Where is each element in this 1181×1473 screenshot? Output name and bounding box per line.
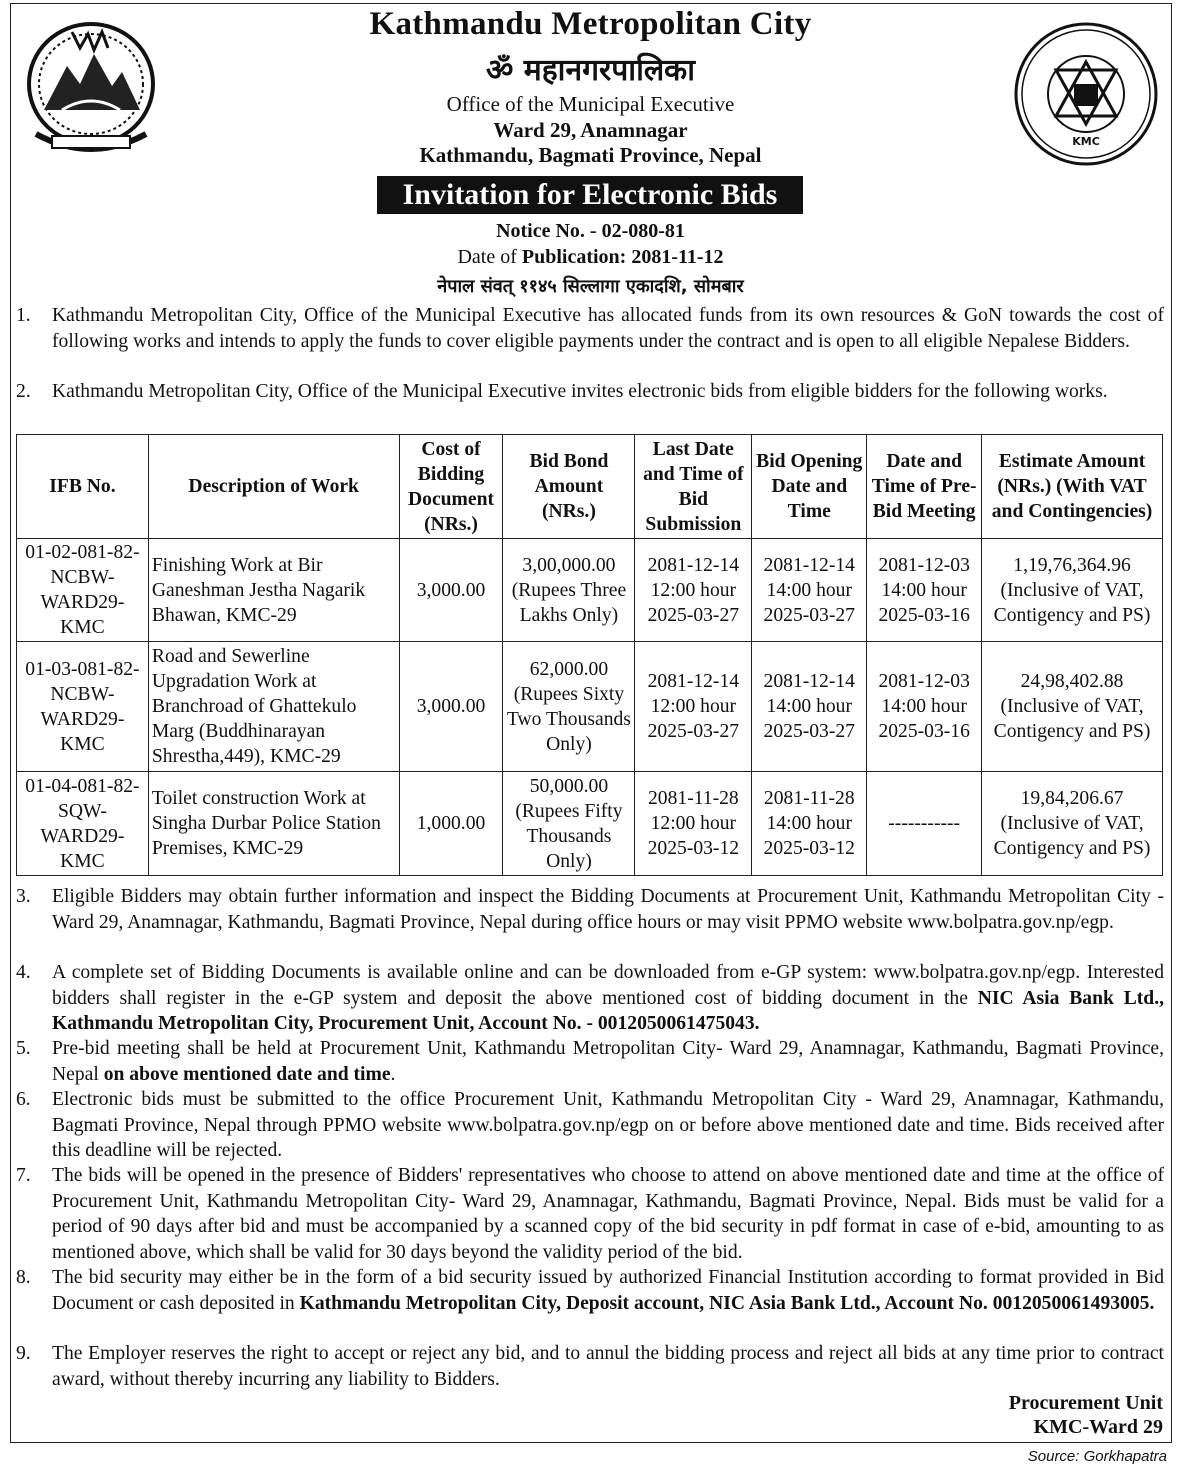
col-submission: Last Date and Time of Bid Submission <box>635 435 752 539</box>
signature-unit: Procurement Unit <box>1008 1392 1163 1414</box>
notice-number: Notice No. - 02-080-81 <box>496 220 685 242</box>
clause-6: 6. Electronic bids must be submitted to the office Procurement Unit, Kathmandu Metropolitan City - Ward 29, Anamnagar, Kathmandu, Bagmati Province, Nepal through PPMO website www.bolpatra.gov.np/egp on or before above mentioned date and time. Bids received after this deadline will be rejected. <box>16 1089 1164 1161</box>
cell-prebid: 2081-12-03 14:00 hour 2025-03-16 <box>867 642 982 772</box>
clause-7: 7. The bids will be opened in the presence of Bidders' representatives who choose to attend on above mentioned date and time at the office of Procurement Unit, Kathmandu Metropolitan City- Ward 29, Anamnagar, Kathmandu, Bagmati Province, Nepal. Bids must be valid for a period of 90 days after bid and must be accompanied by a scanned copy of the bid security in pdf format in case of e-bid, amounting to as mentioned above, which shall be valid for 30 days beyond the validity period of the bid. <box>16 1165 1164 1263</box>
cell-prebid: ----------- <box>867 772 982 876</box>
cell-estimate: 1,19,76,364.96 (Inclusive of VAT, Contigency and PS) <box>982 539 1163 642</box>
publication-date: Date of Publication: 2081-11-12 <box>457 246 724 268</box>
cell-bid-bond: 50,000.00 (Rupees Fifty Thousands Only) <box>503 772 635 876</box>
cell-submission: 2081-11-28 12:00 hour 2025-03-12 <box>635 772 752 876</box>
col-prebid: Date and Time of Pre-Bid Meeting <box>867 435 982 539</box>
cell-estimate: 19,84,206.67 (Inclusive of VAT, Contigency and PS) <box>982 772 1163 876</box>
nepali-date: नेपाल संवत् ११४५ सिल्लागा एकादशि, सोमबार <box>437 276 744 297</box>
cell-opening: 2081-11-28 14:00 hour 2025-03-12 <box>752 772 867 876</box>
office-name: Office of the Municipal Executive <box>446 92 735 116</box>
cell-description: Toilet construction Work at Singha Durbar Police Station Premises, KMC-29 <box>148 772 399 876</box>
cell-opening: 2081-12-14 14:00 hour 2025-03-27 <box>752 539 867 642</box>
cell-submission: 2081-12-14 12:00 hour 2025-03-27 <box>635 642 752 772</box>
cell-cost: 3,000.00 <box>399 539 503 642</box>
notice-banner: Invitation for Electronic Bids <box>377 176 803 214</box>
cell-cost: 3,000.00 <box>399 642 503 772</box>
cell-opening: 2081-12-14 14:00 hour 2025-03-27 <box>752 642 867 772</box>
table-row <box>17 642 1163 772</box>
cell-estimate: 24,98,402.88 (Inclusive of VAT, Contigency and PS) <box>982 642 1163 772</box>
bids-table <box>16 434 1163 876</box>
table-row <box>17 539 1163 642</box>
cell-description: Finishing Work at Bir Ganeshman Jestha Nagarik Bhawan, KMC-29 <box>148 539 399 642</box>
table-row <box>17 772 1163 876</box>
col-ifb: IFB No. <box>17 435 149 539</box>
cell-description: Road and Sewerline Upgradation Work at Branchroad of Ghattekulo Marg (Buddhinarayan Shrestha,449), KMC-29 <box>148 642 399 772</box>
cell-submission: 2081-12-14 12:00 hour 2025-03-27 <box>635 539 752 642</box>
col-estimate: Estimate Amount (NRs.) (With VAT and Contingencies) <box>982 435 1163 539</box>
col-bid-bond: Bid Bond Amount (NRs.) <box>503 435 635 539</box>
clause-2: 2. Kathmandu Metropolitan City, Office of the Municipal Executive invites electronic bids from eligible bidders for the following works. <box>16 381 1108 402</box>
cell-bid-bond: 62,000.00 (Rupees Sixty Two Thousands Only) <box>503 642 635 772</box>
table-header-row <box>17 435 1163 539</box>
city-title: Kathmandu Metropolitan City <box>369 6 812 42</box>
cell-ifb: 01-04-081-82-SQW-WARD29-KMC <box>17 772 149 876</box>
cell-bid-bond: 3,00,000.00 (Rupees Three Lakhs Only) <box>503 539 635 642</box>
cell-ifb: 01-02-081-82-NCBW-WARD29-KMC <box>17 539 149 642</box>
city-title-nepali: ॐ महानगरपालिका <box>486 53 695 88</box>
cell-cost: 1,000.00 <box>399 772 503 876</box>
clause-5: 5. Pre-bid meeting shall be held at Procurement Unit, Kathmandu Metropolitan City- Ward 29, Anamnagar, Kathmandu, Bagmati Province, Nepal on above mentioned date and time. <box>16 1038 1164 1085</box>
col-description: Description of Work <box>148 435 399 539</box>
signature-ward: KMC-Ward 29 <box>1033 1416 1163 1438</box>
cell-ifb: 01-03-081-82-NCBW-WARD29-KMC <box>17 642 149 772</box>
clause-8: 8. The bid security may either be in the form of a bid security issued by authorized Financial Institution according to format provided in Bid Document or cash deposited in Kathmandu Metropolitan City, Deposit account, NIC Asia Bank Ltd., Account No. 0012050061493005. <box>16 1267 1164 1314</box>
col-opening: Bid Opening Date and Time <box>752 435 867 539</box>
clause-9: 9. The Employer reserves the right to accept or reject any bid, and to annul the bidding process and reject all bids at any time prior to contract award, without thereby incurring any liability to Bidders. <box>16 1343 1164 1390</box>
clause-3: 3. Eligible Bidders may obtain further information and inspect the Bidding Documents at Procurement Unit, Kathmandu Metropolitan City - Ward 29, Anamnagar, Kathmandu, Bagmati Province, Nepal during office hours or may visit PPMO website www.bolpatra.gov.np/egp. <box>16 886 1164 933</box>
source-credit: Source: Gorkhapatra <box>1027 1448 1167 1465</box>
clause-4: 4. A complete set of Bidding Documents is available online and can be downloaded from e-GP system: www.bolpatra.gov.np/egp. Interested bidders shall register in the e-GP system and deposit the above mentioned cost of bidding document in the NIC Asia Bank Ltd., Kathmandu Metropolitan City, Procurement Unit, Account No. - 0012050061475043. <box>16 962 1164 1034</box>
cell-prebid: 2081-12-03 14:00 hour 2025-03-16 <box>867 539 982 642</box>
ward-address: Ward 29, Anamnagar <box>493 118 688 142</box>
clause-1: 1. Kathmandu Metropolitan City, Office of the Municipal Executive has allocated funds from its own resources & GoN towards the cost of following works and intends to apply the funds to cover eligible payments under the contract and is open to all eligible Nepalese Bidders. <box>16 305 1164 352</box>
city-address: Kathmandu, Bagmati Province, Nepal <box>419 143 762 167</box>
svg-text:KMC: KMC <box>1072 135 1100 148</box>
col-cost: Cost of Bidding Document (NRs.) <box>399 435 503 539</box>
